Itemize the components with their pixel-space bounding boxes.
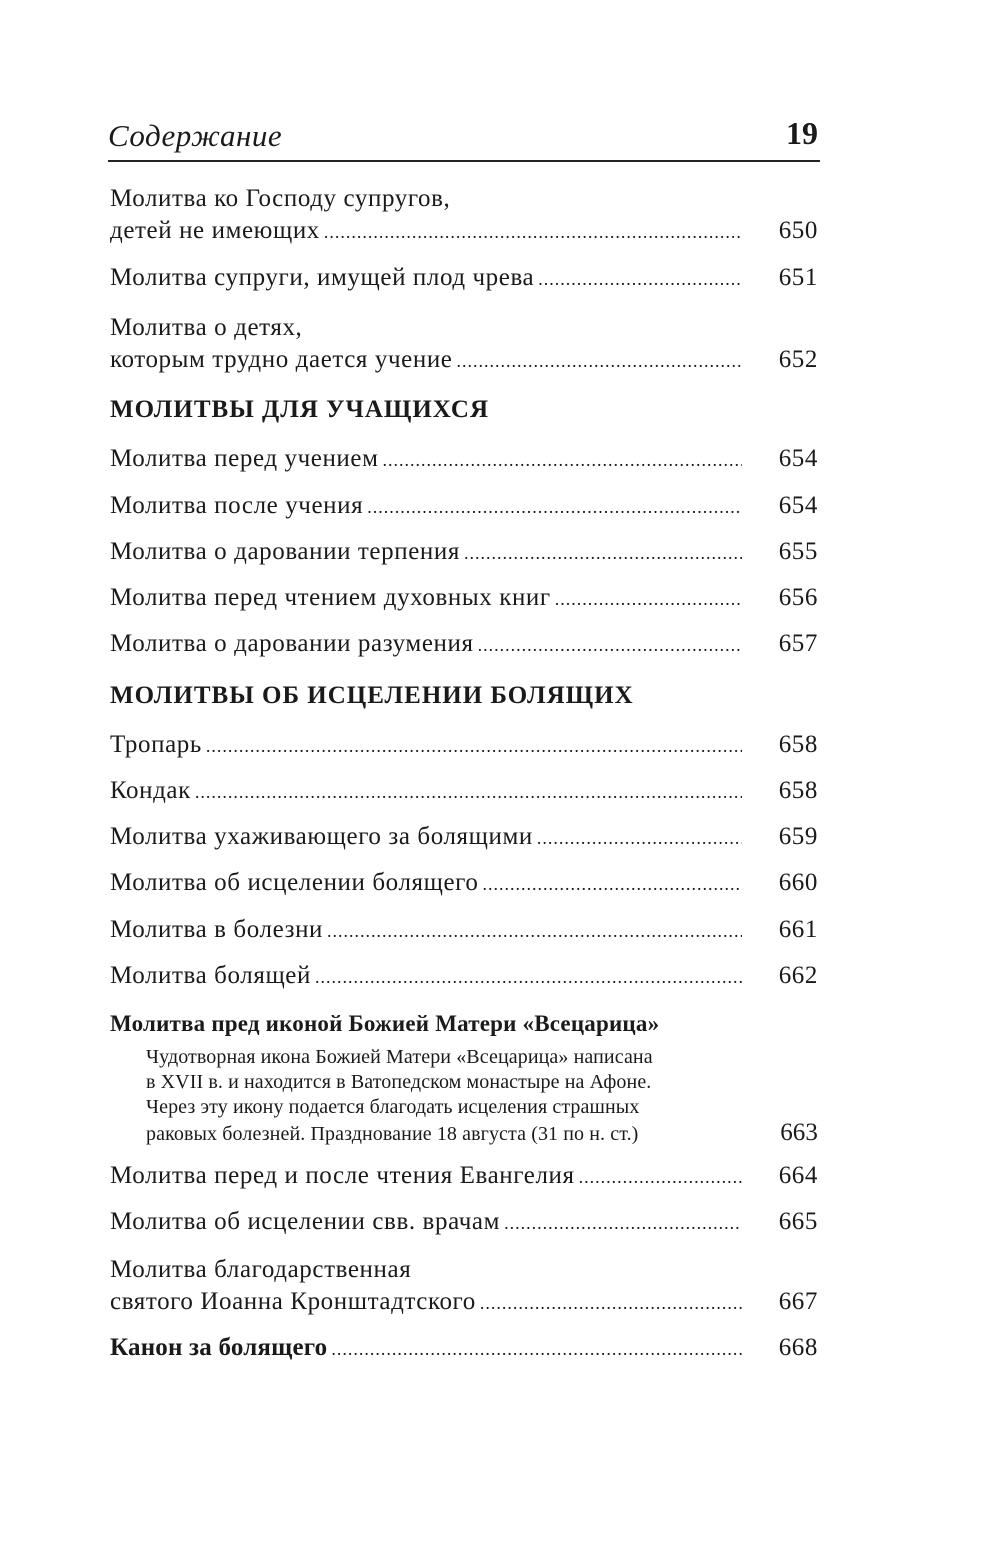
toc-entry[interactable] [110, 312, 818, 377]
toc-entry-text: Молитва об исцелении свв. врачам [110, 1208, 501, 1235]
toc-entry[interactable] [110, 443, 818, 476]
note-line: раковых болезней. Празднование 18 августа (31 по н. ст.) [146, 1123, 639, 1145]
toc-page-number: 661 [778, 916, 818, 943]
dot-leader [504, 1207, 742, 1239]
toc-entry[interactable] [110, 536, 818, 569]
toc-entry-line: детей не имеющих [110, 217, 320, 244]
toc-page-number: 658 [778, 731, 818, 758]
toc-entry-text: Канон за болящего [110, 1334, 328, 1361]
toc-entry-text: Молитва о даровании разумения [110, 630, 474, 657]
toc-page-number: 655 [778, 538, 818, 565]
dot-leader [464, 537, 742, 569]
dot-leader [331, 1333, 742, 1365]
dot-leader [538, 263, 742, 295]
toc-page-number: 654 [778, 445, 818, 472]
toc-entry-text: Молитва болящей [110, 962, 311, 989]
running-header [108, 112, 820, 162]
dot-leader [457, 345, 743, 377]
dot-leader [483, 868, 743, 900]
toc-entry-text: Молитва перед учением [110, 445, 379, 472]
toc-entry-text: Кондак [110, 777, 191, 804]
toc-page-number: 651 [778, 264, 818, 291]
toc-page-number: 665 [778, 1208, 818, 1235]
toc-entry-text: Молитва ухаживающего за болящими [110, 823, 533, 850]
toc-page-number: 656 [778, 584, 818, 611]
toc-page-number: 652 [778, 346, 818, 373]
toc-page-number: 668 [778, 1334, 818, 1361]
toc-entry[interactable] [110, 867, 818, 900]
toc-entry-line: Молитва ко Господу супругов, [110, 185, 451, 212]
toc-entry-line: Молитва о детях, [110, 314, 303, 341]
page-number: 19 [786, 115, 818, 151]
dot-leader [206, 730, 742, 762]
toc-page-number: 660 [778, 869, 818, 896]
toc-entry-text: Молитва об исцелении болящего [110, 869, 479, 896]
toc-entry-text: Молитва в болезни [110, 916, 324, 943]
toc-page-number: 650 [778, 217, 818, 244]
toc-page-number: 662 [778, 962, 818, 989]
dot-leader [555, 583, 742, 615]
dot-leader [383, 444, 742, 476]
toc-entry[interactable] [110, 628, 818, 661]
toc-entry[interactable] [110, 821, 818, 854]
toc-entry[interactable] [110, 582, 818, 615]
toc-entry-line: Молитва благодарственная [110, 1256, 412, 1283]
toc-entry[interactable] [110, 729, 818, 762]
section-heading-healing[interactable]: МОЛИТВЫ ОБ ИСЦЕЛЕНИИ БОЛЯЩИХ [110, 682, 634, 709]
icon-note [146, 1045, 820, 1147]
toc-page-number: 667 [778, 1288, 818, 1315]
note-line: Чудотворная икона Божией Матери «Всецарица» написана [146, 1046, 653, 1068]
toc-page-number: 659 [778, 823, 818, 850]
toc-page-number: 658 [778, 777, 818, 804]
toc-entry-line: которым трудно дается учение [110, 346, 453, 373]
toc-entry-text: Молитва после учения [110, 492, 364, 519]
dot-leader [195, 776, 742, 808]
dot-leader [324, 216, 742, 248]
toc-entry-icon-title[interactable]: Молитва пред иконой Божией Матери «Всецарица» [110, 1011, 660, 1036]
toc-entry[interactable] [110, 1254, 818, 1319]
toc-entry-text: Тропарь [110, 731, 202, 758]
dot-leader [537, 822, 742, 854]
toc-entry[interactable] [110, 960, 818, 993]
dot-leader [579, 1161, 742, 1193]
toc-page-number: 654 [778, 492, 818, 519]
dot-leader [478, 629, 742, 661]
toc-entry-canon[interactable] [110, 1332, 818, 1365]
dot-leader [315, 961, 742, 993]
toc-entry-text: Молитва о даровании терпения [110, 538, 460, 565]
toc-entry-text: Молитва перед чтением духовных книг [110, 584, 551, 611]
toc-entry[interactable] [110, 262, 818, 295]
toc-entry-text: Молитва супруги, имущей плод чрева [110, 264, 535, 291]
toc-entry[interactable] [110, 775, 818, 808]
header-title: Содержание [108, 118, 283, 153]
note-line: Через эту икону подается благодать исцеления страшных [146, 1096, 640, 1118]
dot-leader [480, 1287, 742, 1319]
note-line: в XVII в. и находится в Ватопедском монастыре на Афоне. [146, 1071, 652, 1093]
dot-leader [367, 491, 742, 523]
dot-leader [327, 915, 742, 947]
toc-entry-text: Молитва перед и после чтения Евангелия [110, 1162, 575, 1189]
toc-entry[interactable] [110, 1160, 818, 1193]
toc-page-number: 657 [778, 630, 818, 657]
section-heading-students[interactable]: МОЛИТВЫ ДЛЯ УЧАЩИХСЯ [110, 396, 490, 423]
toc-entry[interactable] [110, 490, 818, 523]
toc-entry[interactable] [110, 1206, 818, 1239]
toc-entry[interactable] [110, 914, 818, 947]
toc-page-number: 663 [780, 1119, 818, 1146]
toc-entry[interactable] [110, 183, 818, 248]
toc-page-number: 664 [778, 1162, 818, 1189]
toc-entry-line: святого Иоанна Кронштадтского [110, 1288, 476, 1315]
